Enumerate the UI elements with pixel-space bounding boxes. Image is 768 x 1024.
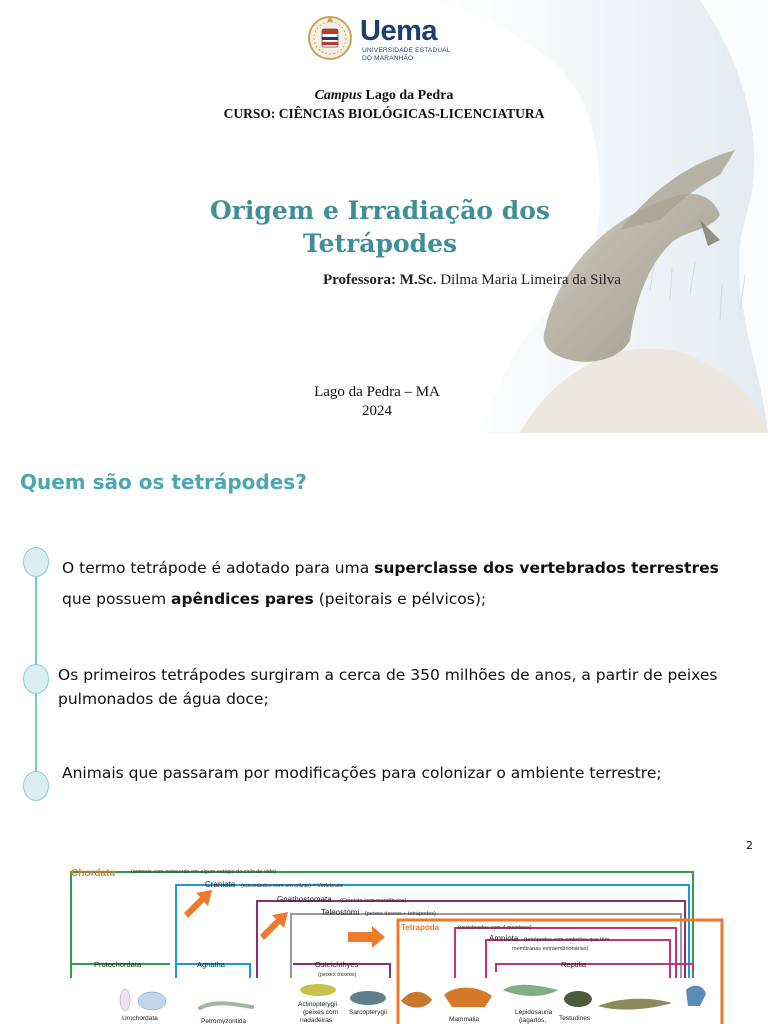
crocodile-icon	[598, 999, 672, 1010]
content-slide	[0, 433, 768, 1024]
bullet-text: O termo tetrápode é adotado para uma superclasse dos vertebrados terrestres que possuem apêndices pares (peitorais e pélvicos);	[62, 559, 719, 608]
salp-icon	[138, 992, 166, 1010]
arrow-icon	[184, 890, 212, 918]
lamprey-icon	[200, 1003, 252, 1008]
label-osteichthyes: Osteichthyes	[315, 960, 359, 969]
slide-heading: Quem são os tetrápodes?	[20, 470, 307, 494]
arrow-icon	[260, 912, 288, 940]
label-craniata: Craniata	[205, 880, 236, 889]
bird-icon	[686, 986, 706, 1006]
timeline-dot	[23, 547, 49, 577]
chordata-phylogeny-diagram	[0, 860, 768, 1024]
timeline-dot	[23, 664, 49, 694]
label-protochordata: Protochordata	[94, 960, 142, 969]
label-amniota: Amniota	[489, 934, 519, 943]
label-urochordata: Urochordata	[122, 1015, 158, 1022]
label-testudines: Testudines	[559, 1015, 591, 1022]
label-agnatha: Agnatha	[197, 960, 225, 969]
lobe-finned-fish-icon	[350, 991, 386, 1005]
label-sarcopterygii: Sarcopterygii	[349, 1009, 387, 1016]
note-chordata: (animais com notocorda em algum estágio do ciclo de vida)	[131, 869, 276, 875]
label-teleostomi: Teleostomi	[321, 908, 360, 917]
label-chordata: Chordata	[71, 868, 115, 879]
university-seal-icon	[306, 10, 356, 68]
label-mammalia: Mammalia	[449, 1016, 479, 1023]
logo-subtitle: UNIVERSIDADE ESTADUAL DO MARANHÃO	[362, 47, 451, 62]
presentation-title: Origem e Irradiação dos Tetrápodes	[209, 196, 551, 258]
bullet-text: Animais que passaram por modificações para colonizar o ambiente terrestre;	[62, 764, 662, 782]
place-and-year: Lago da Pedra – MA 2024	[314, 384, 440, 419]
label-lepidosauria: Lepidosauria	[515, 1009, 553, 1016]
logo-wordmark: Uema	[360, 15, 437, 47]
professor-line: Professora: M.Sc. Dilma Maria Limeira da Silva	[323, 272, 621, 288]
campus-line: Campus Lago da Pedra	[314, 88, 454, 103]
amphibian-icon	[401, 992, 432, 1008]
note-tetrapoda: (vertebrados com 4 membros)	[458, 925, 532, 931]
chordata-bracket	[71, 872, 693, 978]
mammal-icon	[444, 988, 492, 1007]
note-actinopterygii-2: nadadeiras	[300, 1017, 333, 1024]
label-actinopterygii: Actinopterygii	[298, 1001, 338, 1008]
title-slide	[0, 0, 768, 433]
turtle-icon	[564, 991, 592, 1007]
animal-illustrations	[120, 984, 706, 1011]
tetrapoda-highlight-box	[398, 920, 722, 1024]
ray-finned-fish-icon	[300, 984, 336, 996]
timeline-dot	[23, 771, 49, 801]
label-reptilia: Reptilia	[561, 960, 587, 969]
page-number: 2	[746, 839, 753, 852]
note-osteichthyes: (peixes ósseos)	[318, 972, 357, 978]
note-lepidosauria: (lagartos,	[519, 1017, 547, 1024]
note-amniota-1: (tetrápodes com embriões que têm	[524, 937, 610, 943]
note-craniata: (eucordados com um crânio) = Vertebrata	[241, 883, 343, 889]
course-line: CURSO: CIÊNCIAS BIOLÓGICAS-LICENCIATURA	[223, 106, 545, 121]
uema-logo	[306, 10, 456, 70]
label-gnathostomata: Gnathostomata	[277, 895, 332, 904]
note-gnathostomata: (Craniata com mandíbulas)	[340, 898, 407, 904]
snake-lizard-icon	[503, 985, 558, 996]
note-amniota-2: membranas extraembrionárias)	[512, 946, 589, 952]
bullet-text: Os primeiros tetrápodes surgiram a cerca de 350 milhões de anos, a partir de peixes pulmonados de água doce;	[58, 666, 718, 708]
label-tetrapoda: Tetrapoda	[401, 923, 440, 932]
tunicate-icon	[120, 989, 130, 1011]
note-teleostomi: (peixes ósseos + tetrápodes)	[365, 911, 436, 917]
arrow-icon	[348, 926, 385, 948]
note-actinopterygii-1: (peixes com	[303, 1009, 339, 1016]
label-petromyzontida: Petromyzontida	[201, 1018, 247, 1024]
